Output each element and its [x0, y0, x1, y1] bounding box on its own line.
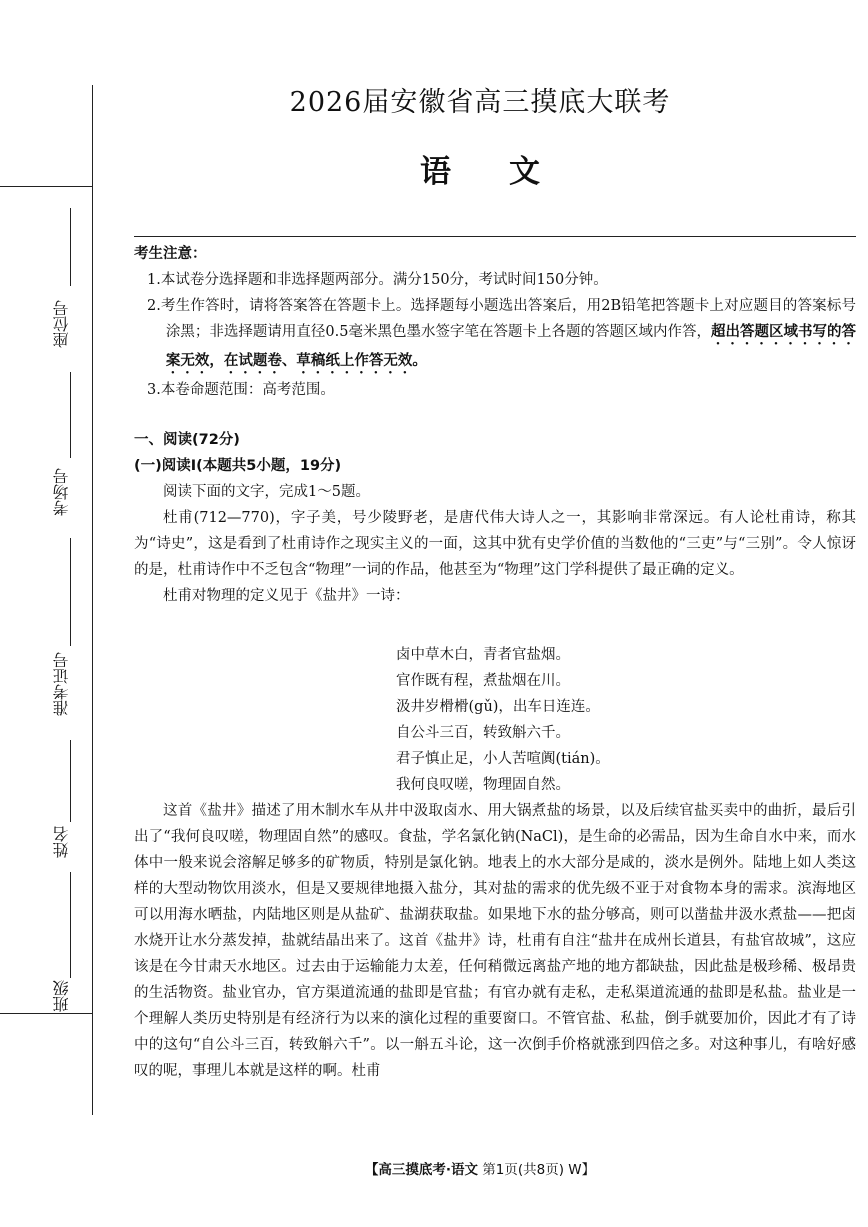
section-heading: 一、阅读(72分): [134, 432, 240, 448]
name-label: 姓名: [52, 826, 71, 858]
notice-item-2-text: 2.考生作答时，请将答案答在答题卡上。选择题每小题选出答案后，用2B铅笔把答题卡上对应题目的答案标号涂黑；非选择题请用直径0.5毫米黑色墨水签字笔在答题卡上各题的答题区域内作答，: [147, 298, 856, 340]
binding-strip-top-rule: [0, 186, 92, 187]
poem-line: 卤中草木白，青者官盐烟。: [396, 647, 570, 663]
notice-item-3: 3.本卷命题范围：高考范围。: [147, 382, 335, 398]
header-rule: [134, 236, 856, 237]
binding-line: [92, 85, 93, 1115]
page-footer: [92, 1158, 868, 1178]
notice-item-1: 1.本试卷分选择题和非选择题两部分。满分150分，考试时间150分钟。: [147, 272, 608, 288]
notice-item-2-emphasis: 超出答题区域书写的答案无效，在试题卷、草稿纸上作答无效。: [165, 324, 856, 369]
notice-item-2: [134, 293, 856, 377]
exam-id-blank-line[interactable]: [70, 538, 71, 646]
poem-block: [396, 642, 610, 798]
exam-title: 2026届安徽省高三摸底大联考: [289, 87, 671, 118]
exam-id-label: 准考证号: [52, 652, 71, 716]
poem-line: 君子慎止足，小人苦喧阗(tián)。: [396, 751, 610, 767]
passage-paragraph-1: 杜甫(712—770)，字子美，号少陵野老，是唐代伟大诗人之一，其影响非常深远。有人论杜甫诗，称其为“诗史”，这是看到了杜甫诗作之现实主义的一面，这其中犹有史学价值的当数他的“三吏”与“三别”。令人惊讶的是，杜甫诗作中不乏包含“物理”一词的作品，他甚至为“物理”这门学科提供了最正确的定义。: [134, 510, 856, 578]
room-blank-line[interactable]: [70, 372, 71, 458]
passage-paragraph-2: 杜甫对物理的定义见于《盐井》一诗：: [163, 588, 410, 604]
instruction: 阅读下面的文字，完成1～5题。: [163, 484, 370, 500]
subject-title: 语文: [420, 154, 598, 190]
footer-code: W】: [568, 1162, 596, 1178]
poem-line: 我何良叹嗟，物理固自然。: [396, 777, 570, 793]
binding-strip-bottom-rule: [0, 1013, 92, 1014]
seat-blank-line[interactable]: [70, 208, 71, 286]
notice-heading: 考生注意：: [134, 246, 207, 262]
footer-page: 第1页(共8页): [482, 1162, 564, 1178]
sub-section-heading: (一)阅读Ⅰ(本题共5小题，19分): [134, 458, 342, 474]
passage-paragraph-3: 这首《盐井》描述了用木制水车从井中汲取卤水、用大锅煮盐的场景，以及后续官盐买卖中的曲折，最后引出了“我何良叹嗟，物理固自然”的感叹。食盐，学名氯化钠(NaCl)，是生命的必需品，因为生命自水中来，而水体中一般来说会溶解足够多的矿物质，特别是氯化钠。地表上的水大部分是咸的，淡水是例外。陆地上如人类这样的大型动物饮用淡水，但是又要规律地摄入盐分，其对盐的需求的优先级不亚于对食物本身的需求。滨海地区可以用海水晒盐，内陆地区则是从盐矿、盐湖获取盐。如果地下水的盐分够高，则可以凿盐井汲水煮盐——把卤水烧开让水分蒸发掉，盐就结晶出来了。这首《盐井》诗，杜甫有自注“盐井在成州长道县，有盐官故城”，这应该是在今甘肃天水地区。过去由于运输能力太差，任何稍微远离盐产地的地方都缺盐，因此盐是极珍稀、极昂贵的生活物资。盐业官办，官方渠道流通的盐即是官盐；有官办就有走私，走私渠道流通的盐即是私盐。盐业是一个理解人类历史特别是有经济行为以来的演化过程的重要窗口。不管官盐、私盐，倒手就要加价，因此才有了诗中的这句“自公斗三百，转致斛六千”。以一斛五斗论，这一次倒手价格就涨到四倍之多。对这种事儿，有啥好感叹的呢，事理儿本就是这样的啊。杜甫: [134, 803, 856, 1079]
name-blank-line[interactable]: [70, 740, 71, 822]
poem-line: 官作既有程，煮盐烟在川。: [396, 673, 570, 689]
class-label: 班级: [52, 980, 71, 1012]
passage-continued: [134, 798, 856, 1084]
exam-room-label: 考场号: [52, 468, 71, 516]
class-blank-line[interactable]: [70, 872, 71, 978]
poem-line: 自公斗三百，转致斛六千。: [396, 725, 570, 741]
poem-line: 汲井岁榾榾(gǔ)，出车日连连。: [396, 699, 600, 715]
footer-label: 【高三摸底考·语文: [364, 1162, 478, 1178]
candidate-notice: [134, 241, 856, 403]
section-header: [134, 427, 856, 609]
seat-number-label: 座位号: [52, 300, 71, 348]
